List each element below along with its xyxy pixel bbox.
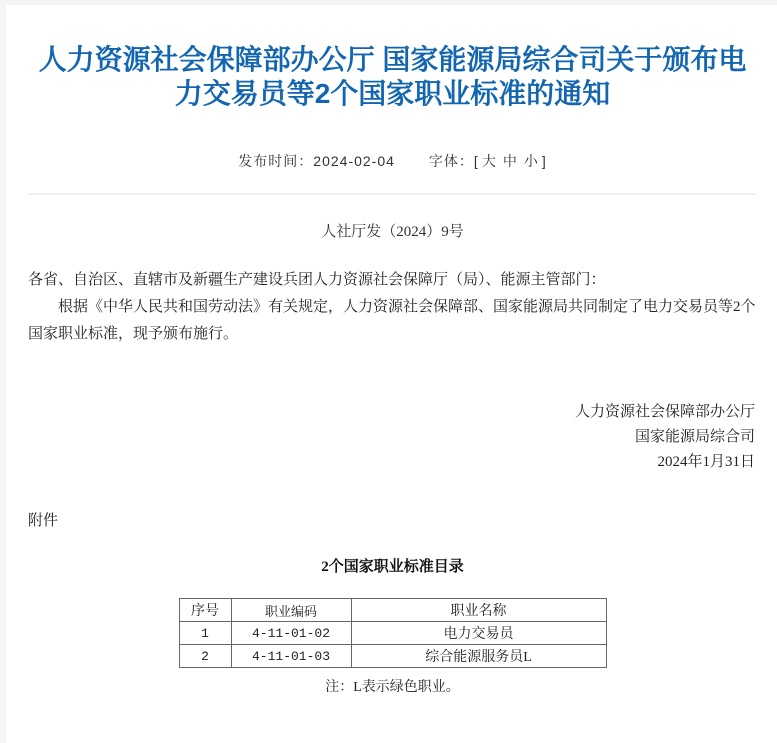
font-size-small-button[interactable]: 小	[523, 153, 539, 169]
header-divider	[28, 193, 757, 195]
document-number: 人社厅发（2024）9号	[321, 224, 464, 240]
attachment-label: 附件	[28, 513, 59, 529]
publish-date: 2024-02-04	[313, 153, 395, 169]
font-size-label: 字体：	[428, 153, 474, 169]
header-serial-number: 序号	[179, 599, 231, 622]
cell-occupation-code: 4-11-01-02	[231, 622, 351, 645]
header-occupation-code: 职业编码	[231, 599, 351, 622]
publish-meta-line	[28, 151, 757, 171]
table-row	[179, 622, 606, 645]
signature-date: 2024年1月31日	[657, 454, 755, 470]
publish-time-label: 发布时间：	[238, 153, 314, 169]
signature-org-1: 人力资源社会保障部办公厅	[574, 404, 755, 420]
cell-occupation-name: 电力交易员	[351, 622, 606, 645]
signature-block	[28, 400, 757, 475]
cell-serial-number: 1	[179, 622, 231, 645]
font-size-large-button[interactable]: 大	[481, 153, 497, 169]
body-paragraph: 根据《中华人民共和国劳动法》有关规定，人力资源社会保障部、国家能源局共同制定了电力交易员等2个国家职业标准，现予颁布施行。	[28, 299, 756, 342]
font-size-medium-button[interactable]: 中	[502, 153, 518, 169]
cell-occupation-name: 综合能源服务员L	[351, 645, 606, 668]
attachment-table-title: 2个国家职业标准目录	[321, 559, 464, 575]
table-note: 注：L表示绿色职业。	[325, 680, 460, 695]
signature-org-2: 国家能源局综合司	[634, 429, 755, 445]
notice-content	[6, 5, 777, 743]
document-body	[28, 267, 757, 348]
header-occupation-name: 职业名称	[351, 599, 606, 622]
cell-serial-number: 2	[179, 645, 231, 668]
table-header-row	[179, 599, 606, 622]
cell-occupation-code: 4-11-01-03	[231, 645, 351, 668]
occupation-standards-table	[179, 598, 607, 668]
font-size-bracket-close: ]	[541, 153, 547, 169]
table-row	[179, 645, 606, 668]
font-size-bracket-open: [	[473, 153, 479, 169]
page-title: 人力资源社会保障部办公厅 国家能源局综合司关于颁布电力交易员等2个国家职业标准的通知	[38, 44, 747, 109]
salutation-paragraph: 各省、自治区、直辖市及新疆生产建设兵团人力资源社会保障厅（局）、能源主管部门：	[28, 272, 606, 288]
